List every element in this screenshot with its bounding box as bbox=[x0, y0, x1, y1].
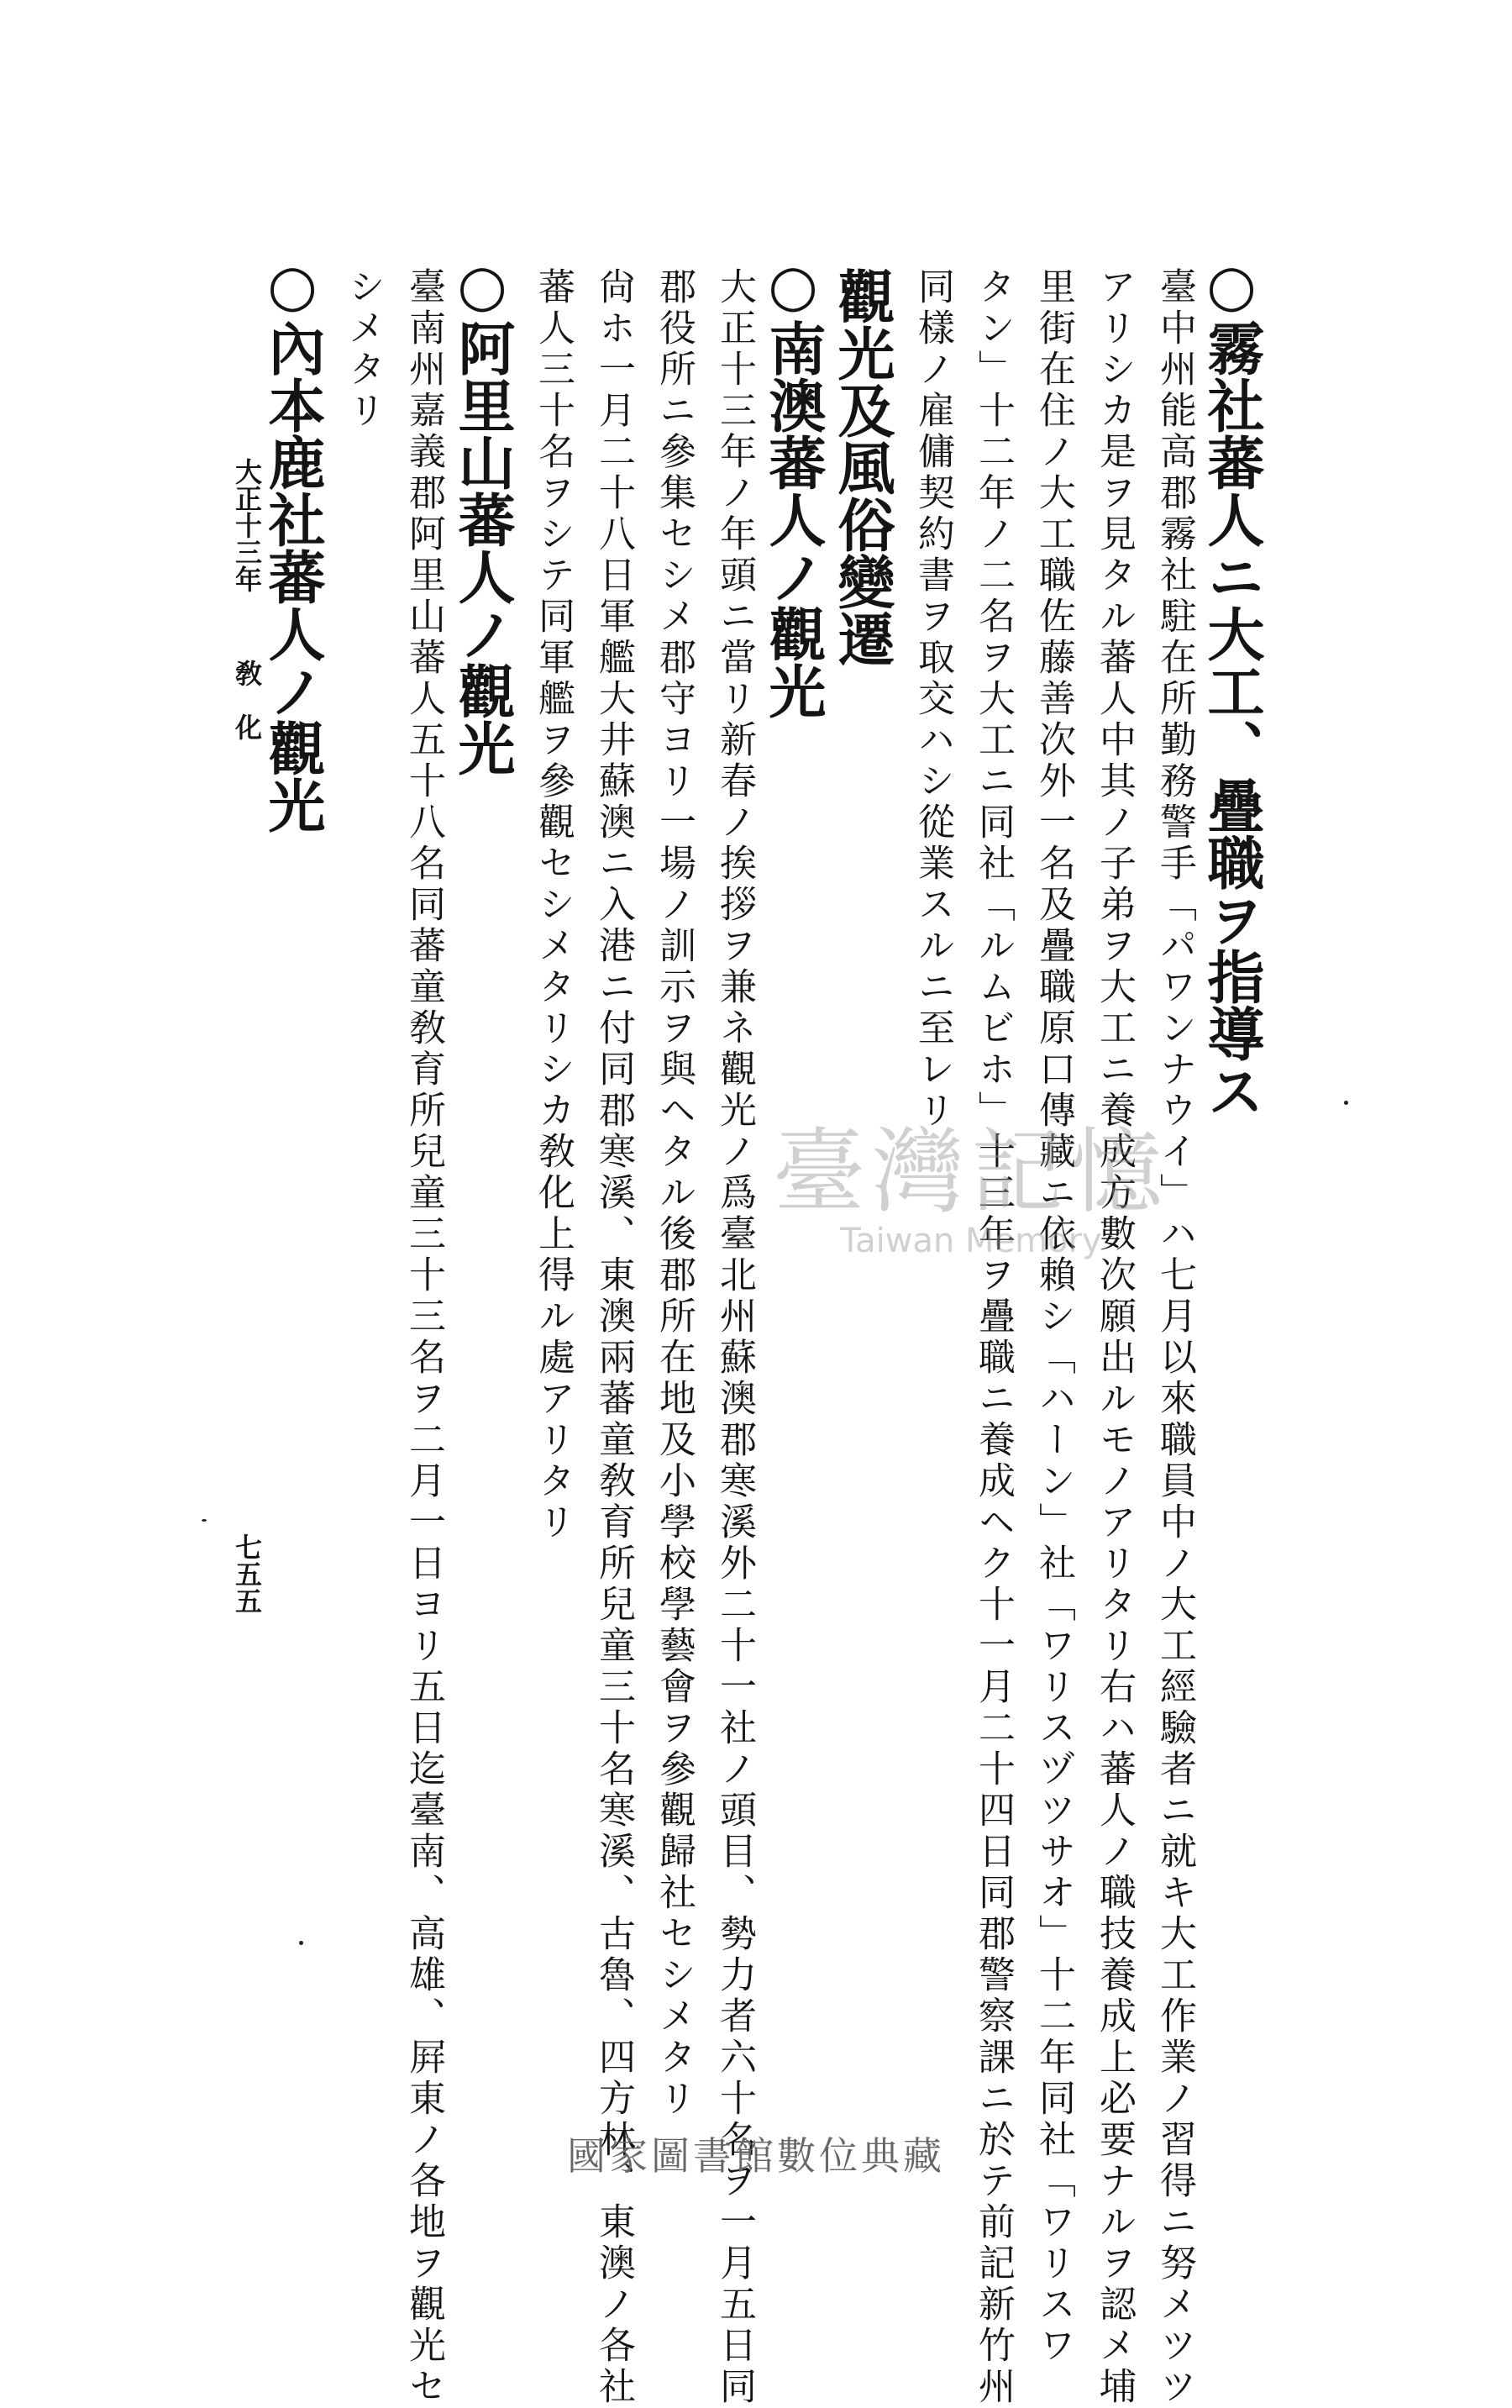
body-line: 郡役所ニ參集セシメ郡守ヨリ一場ノ訓示ヲ與ヘタル後郡所在地及小學校學藝會ヲ參觀歸社セシメタリ bbox=[653, 267, 696, 2120]
watermark-subtitle: Taiwan Memory bbox=[840, 1222, 1102, 1260]
print-speck bbox=[202, 1519, 207, 1522]
body-line: シメタリ bbox=[342, 267, 385, 432]
running-header-section: 敎 化 bbox=[231, 660, 263, 740]
section-heading-wushe: ○霧社蕃人ニ大工、疊職ヲ指導ス bbox=[1198, 252, 1265, 1119]
body-line: 臺南州嘉義郡阿里山蕃人五十八名同蕃童敎育所兒童三十三名ヲ二月一日ヨリ五日迄臺南、高雄、屛東ノ各地ヲ觀光セ bbox=[402, 267, 445, 2408]
watermark bbox=[773, 1118, 1169, 1260]
section-heading-alishan: ○阿里山蕃人ノ觀光 bbox=[449, 252, 516, 776]
body-line: 大正十三年ノ年頭ニ當リ新春ノ挨拶ヲ兼ネ觀光ノ爲臺北州蘇澳郡寒溪外二十一社ノ頭目、勢力者六十名ヲ一月五日同 bbox=[713, 267, 756, 2408]
print-speck bbox=[1344, 1101, 1348, 1105]
body-line: 蕃人三十名ヲシテ同軍艦ヲ參觀セシメタリシカ敎化上得ル處アリタリ bbox=[532, 267, 575, 1543]
section-heading-tourism: 觀光及風俗變遷 bbox=[828, 267, 895, 667]
body-line: タン」十二年ノ二名ヲ大工ニ同社「ルムビホ」十三年ヲ疊職ニ養成ヘク十一月二十四日同郡警察課ニ於テ前記新竹州 bbox=[972, 267, 1015, 2408]
body-line: アリシカ是ヲ見タル蕃人中其ノ子弟ヲ大工ニ養成方數次願出ルモノアリタリ右ハ蕃人ノ職技養成上必要ナルヲ認メ埔 bbox=[1093, 267, 1136, 2408]
running-header-year: 大正十三年 bbox=[231, 458, 263, 592]
page-number: 七五五 bbox=[231, 1533, 263, 1614]
print-speck bbox=[299, 1941, 303, 1945]
section-heading-nanao: ○南澳蕃人ノ觀光 bbox=[759, 252, 827, 719]
footer-archive-label: 國家圖書館數位典藏 bbox=[567, 2133, 945, 2179]
body-line: 尙ホ一月二十八日軍艦大井蘇澳ニ入港ニ付同郡寒溪、東澳兩蕃童敎育所兒童三十名寒溪、古魯、四方林、東澳ノ各社 bbox=[592, 267, 635, 2408]
body-line: 臺中州能高郡霧社駐在所勤務警手「パワンナウイ」ハ七月以來職員中ノ大工經驗者ニ就キ大工作業ノ習得ニ努メツツ bbox=[1153, 267, 1196, 2408]
body-line: 里街在住ノ大工職佐藤善次外一名及疊職原口傳藏ニ依賴シ「ハーン」社「ワリスヅツサオ」十二年同社「ワリスワ bbox=[1032, 267, 1075, 2367]
body-line: 同樣ノ雇傭契約書ヲ取交ハシ從業スルニ至レリ bbox=[911, 267, 954, 1132]
section-heading-neibenlu: ○內本鹿社蕃人ノ觀光 bbox=[259, 252, 326, 833]
watermark-title: 臺灣記憶 bbox=[773, 1118, 1169, 1226]
